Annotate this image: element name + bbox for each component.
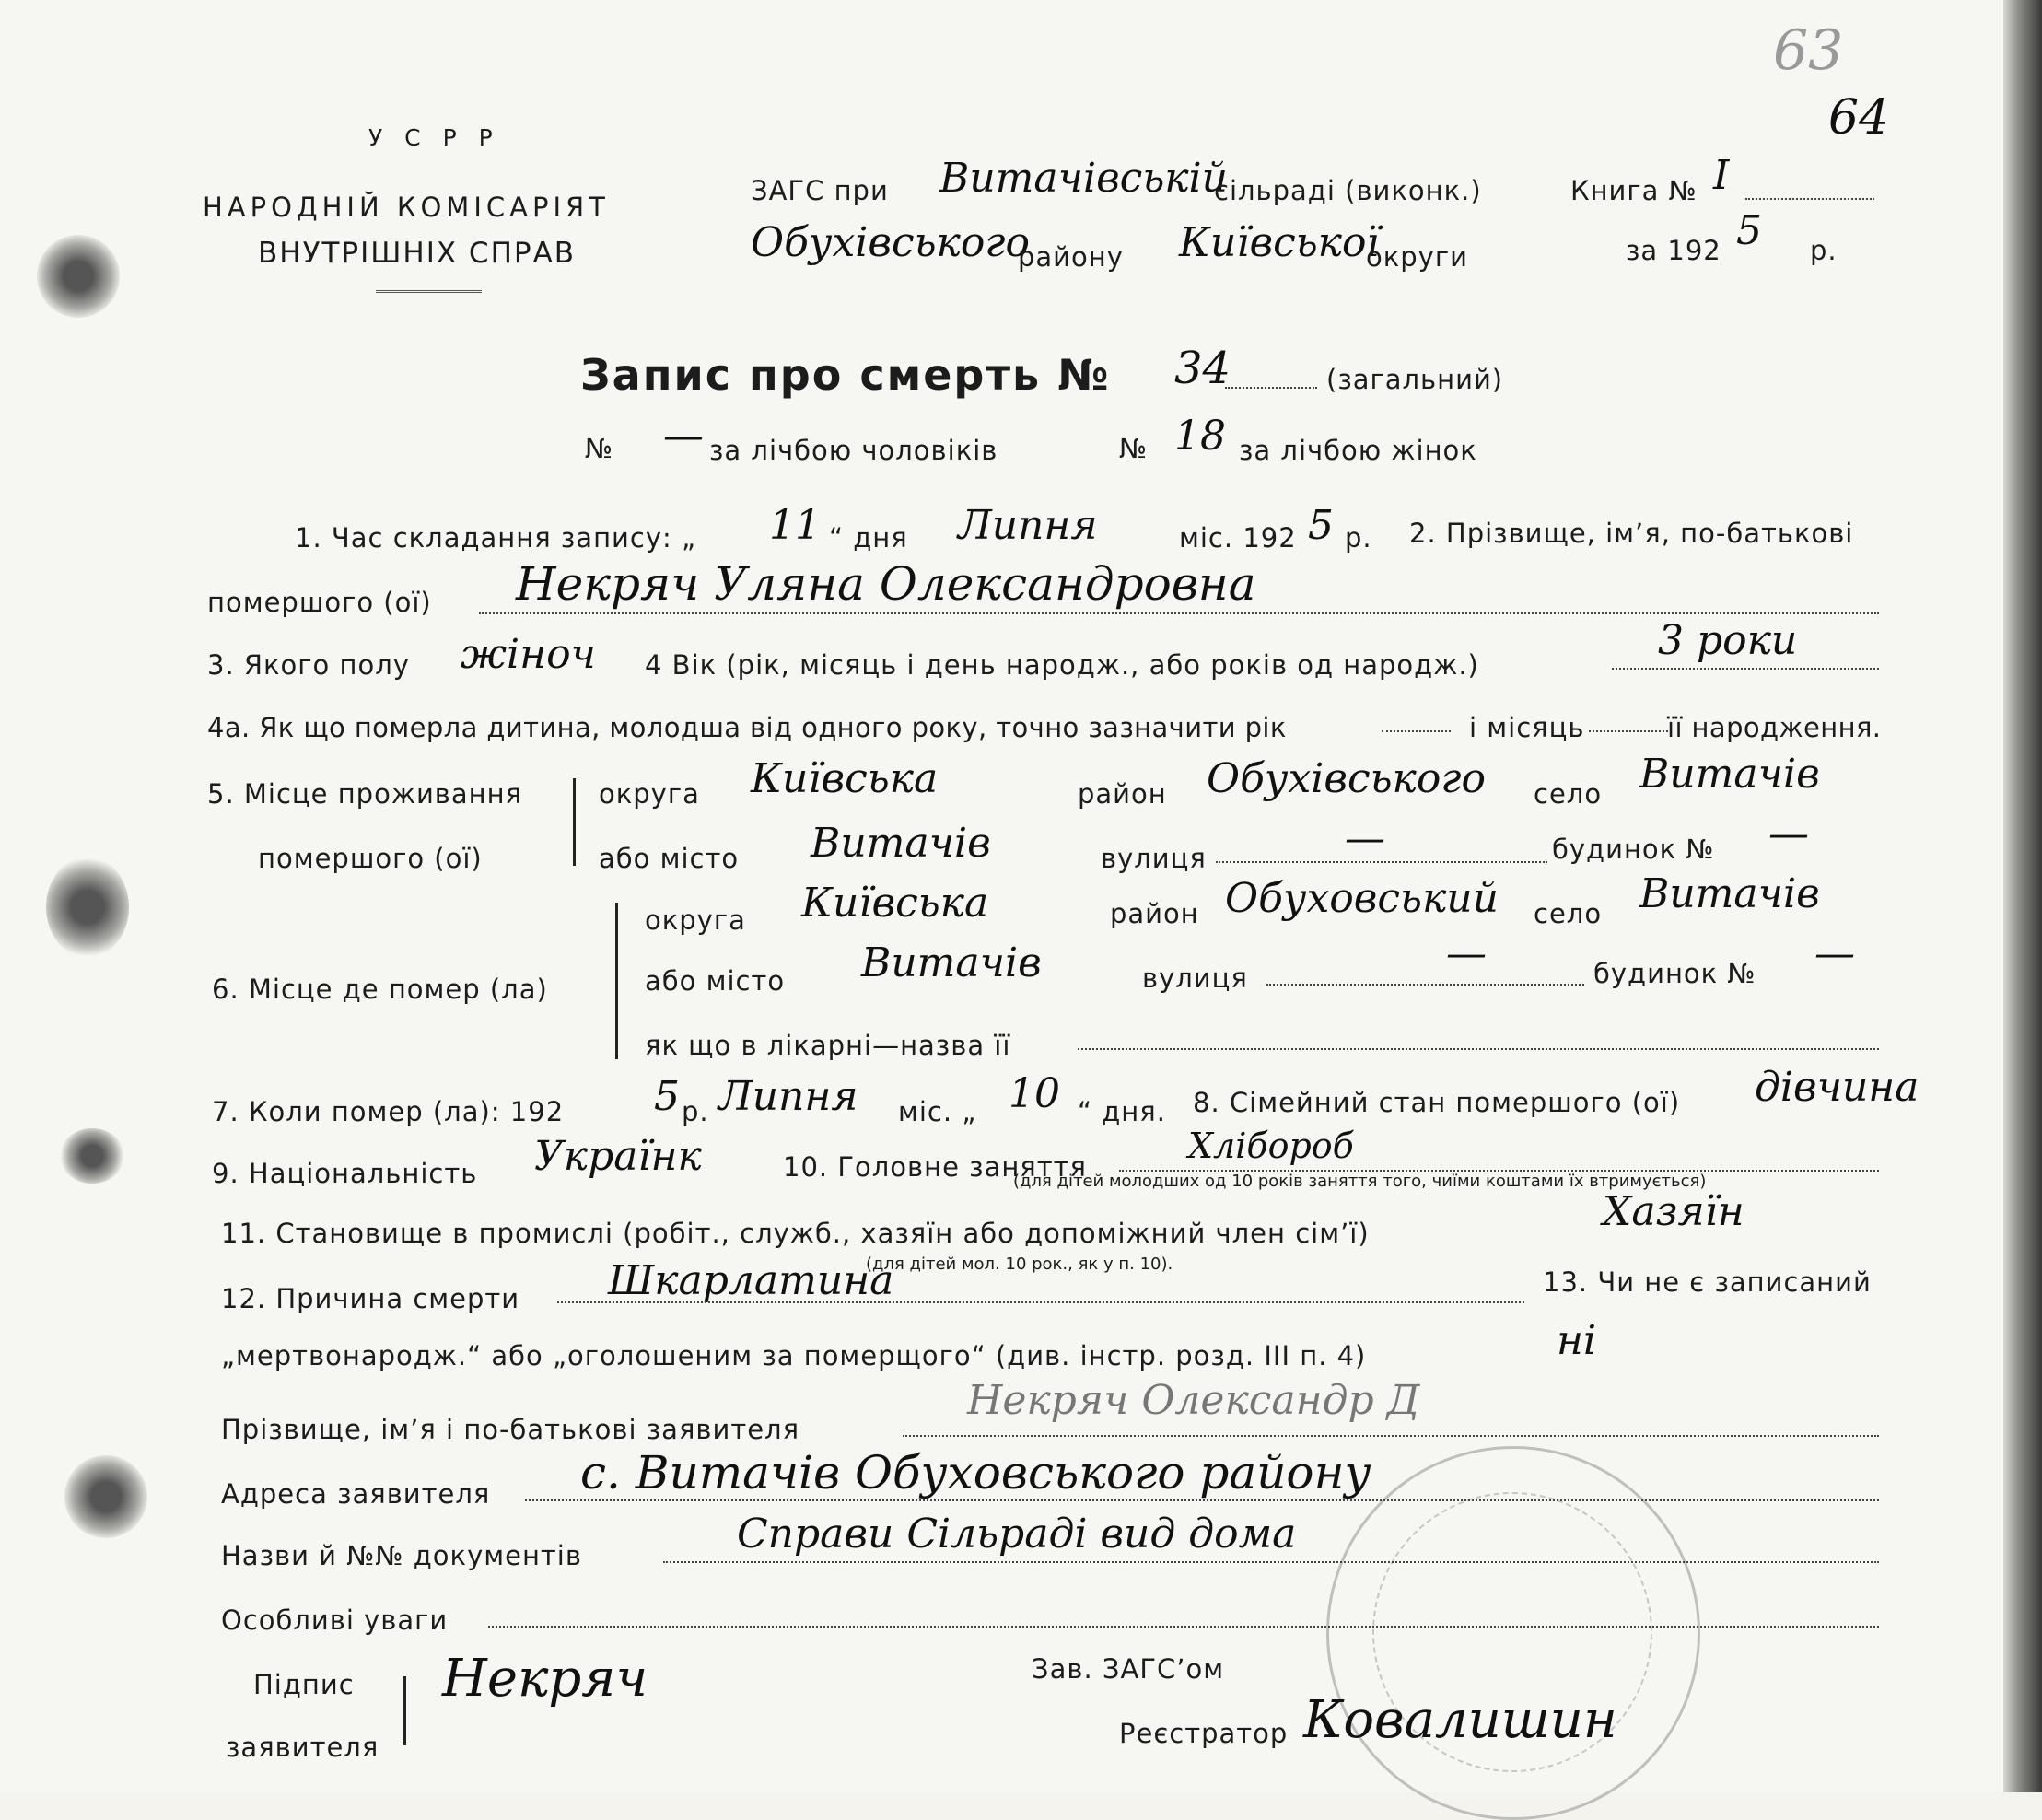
- district-name: Обухівського: [751, 219, 1031, 266]
- f5-vul: —: [1345, 815, 1385, 862]
- f4a-year-line: [1382, 730, 1451, 732]
- year-prefix: за 192: [1626, 235, 1721, 266]
- f1-mid: “ дня: [829, 522, 908, 554]
- f6-misto-label: або місто: [645, 965, 786, 997]
- zags-head-label: Зав. ЗАГС’ом: [1032, 1653, 1225, 1685]
- notes-label: Особливі уваги: [221, 1604, 449, 1636]
- f6-likarnia-label: як що в лікарні—назва її: [645, 1030, 1011, 1061]
- f5-label1: 5. Місце проживання: [207, 778, 523, 810]
- f1-r: р.: [1345, 522, 1372, 554]
- f6-bud: —: [1814, 930, 1855, 977]
- f5-misto-label: або місто: [599, 843, 740, 874]
- sign-label2: заявителя: [226, 1732, 379, 1763]
- f6-vul-line: [1266, 984, 1584, 986]
- f4a-label: 4а. Як що померла дитина, молодша від одного року, точно зазначити рік: [207, 712, 1287, 743]
- f13-label: 13. Чи не є записаний: [1543, 1266, 1872, 1298]
- f6-bud-label: будинок №: [1593, 958, 1756, 989]
- f6-selo: Витачів: [1639, 870, 1820, 917]
- page-edge: [2003, 0, 2042, 1792]
- old-page-number: 63: [1773, 18, 1844, 83]
- year-digit: 5: [1736, 207, 1762, 254]
- address-line: [525, 1499, 1879, 1501]
- record-number-line: [1225, 387, 1317, 389]
- f6-bracket: [615, 903, 618, 1059]
- address-value: с. Витачів Обуховського району: [580, 1446, 1371, 1499]
- f2-label2: помершого (ої): [207, 587, 432, 618]
- f7-dnia: “ дня.: [1078, 1096, 1166, 1127]
- ministry-line1: НАРОДНІЙ КОМІСАРІЯТ: [203, 192, 610, 223]
- f1-month: Липня: [958, 502, 1098, 549]
- f6-likarnia-line: [1078, 1048, 1879, 1050]
- applicant-name: Некряч Олександр Д: [967, 1377, 1420, 1424]
- punch-hole: [46, 857, 129, 958]
- men-label: за лічбою чоловіків: [709, 435, 998, 466]
- republic-label: У С Р Р: [368, 124, 500, 151]
- women-no-label: №: [1119, 433, 1149, 464]
- f5-misto: Витачів: [811, 820, 991, 867]
- f5-label2: помершого (ої): [258, 843, 483, 874]
- record-total-label: (загальний): [1326, 364, 1504, 395]
- f4-label: 4 Вік (рік, місяць і день народж., або років од народж.): [645, 649, 1479, 681]
- f7-r: р.: [682, 1096, 709, 1127]
- docs-value: Справи Сільраді вид дома: [737, 1511, 1297, 1558]
- ministry-line2: ВНУТРІШНІХ СПРАВ: [258, 237, 577, 270]
- f11-note: (для дітей мол. 10 рок., як у п. 10).: [866, 1254, 1173, 1274]
- f4-value: 3 роки: [1658, 617, 1798, 664]
- f4-line: [1612, 668, 1879, 670]
- book-label: Книга №: [1570, 175, 1698, 206]
- f13-value: ні: [1557, 1317, 1597, 1364]
- book-number: I: [1713, 152, 1730, 199]
- year-suffix: р.: [1810, 235, 1838, 266]
- punch-hole: [60, 1128, 124, 1184]
- zags-village: Витачівській: [939, 155, 1228, 202]
- f5-bud: —: [1768, 811, 1809, 858]
- f10-note: (для дітей молодших од 10 років заняття того, чиїми коштами їх втримується): [1013, 1172, 1707, 1191]
- men-no-label: №: [585, 433, 614, 464]
- f6-misto: Витачів: [861, 939, 1042, 986]
- f6-raion-label: район: [1110, 898, 1199, 929]
- f7-mis: міс. „: [898, 1096, 977, 1127]
- f10-label: 10. Головне заняття: [783, 1151, 1087, 1183]
- f5-vul-label: вулиця: [1101, 843, 1207, 874]
- f12-line: [557, 1301, 1524, 1303]
- f2-name: Некряч Уляна Олександровна: [516, 557, 1256, 611]
- f8-value: дівчина: [1755, 1064, 1919, 1111]
- f5-raion: Обухівського: [1207, 755, 1487, 802]
- women-label: за лічбою жінок: [1239, 435, 1477, 466]
- f6-vul: —: [1446, 930, 1487, 977]
- zags-prefix: ЗАГС при: [751, 175, 889, 206]
- f6-vul-label: вулиця: [1142, 962, 1248, 994]
- f12-label: 12. Причина смерти: [221, 1283, 520, 1314]
- f7-year: 5: [654, 1073, 680, 1120]
- sign-bracket: [403, 1676, 406, 1745]
- f10-value: Хлібороб: [1188, 1126, 1354, 1166]
- f5-selo-label: село: [1534, 778, 1603, 810]
- f11-value: Хазяїн: [1603, 1188, 1744, 1235]
- district-label: району: [1018, 241, 1124, 273]
- f5-bud-label: будинок №: [1552, 834, 1715, 865]
- f1-year: 5: [1308, 502, 1334, 549]
- applicant-signature: Некряч: [442, 1649, 648, 1709]
- f5-vul-line: [1216, 861, 1547, 863]
- punch-hole: [37, 235, 120, 318]
- registrar-signature: Ковалишин: [1303, 1690, 1617, 1750]
- f5-okruha-label: округа: [599, 778, 700, 810]
- f6-okruha-label: округа: [645, 904, 746, 936]
- f6-label: 6. Місце де помер (ла): [212, 974, 548, 1005]
- f6-selo-label: село: [1534, 898, 1603, 929]
- f5-okruha: Київська: [751, 755, 939, 802]
- f2-label: 2. Прізвище, ім’я, по-батькові: [1409, 518, 1854, 549]
- sign-label1: Підпис: [253, 1669, 355, 1700]
- f2-line: [479, 612, 1879, 614]
- f5-raion-label: район: [1078, 778, 1167, 810]
- okruha-name: Київської: [1179, 219, 1380, 266]
- f3-label: 3. Якого полу: [207, 649, 410, 681]
- okruha-label: округи: [1366, 241, 1468, 273]
- f4a-mid: і місяць: [1469, 712, 1585, 743]
- zags-suffix: сільраді (виконк.): [1214, 175, 1482, 206]
- f4a-month-line: [1589, 730, 1672, 732]
- f1-day: 11: [769, 502, 821, 549]
- book-line: [1745, 198, 1874, 200]
- f5-selo: Витачів: [1639, 751, 1820, 798]
- docs-label: Назви й №№ документів: [221, 1540, 582, 1571]
- f12-value: Шкарлатина: [608, 1257, 894, 1304]
- f9-label: 9. Національність: [212, 1158, 478, 1189]
- address-label: Адреса заявителя: [221, 1478, 491, 1510]
- f5-bracket: [573, 778, 576, 866]
- page-number: 64: [1828, 90, 1890, 146]
- applicant-label: Прізвище, ім’я і по-батькові заявителя: [221, 1414, 800, 1445]
- f7-month: Липня: [718, 1073, 858, 1120]
- f9-value: Українк: [534, 1133, 702, 1180]
- f13-label2: „мертвонародж.“ або „оголошеним за померщого“ (див. інстр. розд. III п. 4): [221, 1340, 1367, 1371]
- f7-day: 10: [1009, 1070, 1060, 1117]
- f4a-end: її народження.: [1667, 712, 1882, 743]
- notes-line: [488, 1626, 1879, 1628]
- applicant-line: [903, 1435, 1879, 1437]
- women-count: 18: [1174, 413, 1226, 460]
- record-number: 34: [1174, 343, 1231, 394]
- f1-mis: міс. 192: [1179, 522, 1297, 554]
- men-count: —: [663, 413, 704, 460]
- registrar-label: Реєстратор: [1119, 1718, 1289, 1749]
- f8-label: 8. Сімейний стан помершого (ої): [1193, 1087, 1681, 1118]
- header-divider: [376, 290, 482, 293]
- record-title: Запис про смерть №: [580, 350, 1111, 400]
- punch-hole: [64, 1455, 147, 1538]
- f7-label: 7. Коли помер (ла): 192: [212, 1096, 565, 1127]
- f3-value: жіноч: [461, 631, 596, 678]
- f11-label: 11. Становище в промислі (робіт., служб., хазяїн або допоміжний член сім’ї): [221, 1218, 1370, 1249]
- docs-line: [663, 1561, 1879, 1563]
- f1-label: 1. Час складання запису: „: [295, 522, 696, 554]
- f6-okruha: Київська: [801, 880, 989, 927]
- f6-raion: Обуховський: [1225, 875, 1499, 922]
